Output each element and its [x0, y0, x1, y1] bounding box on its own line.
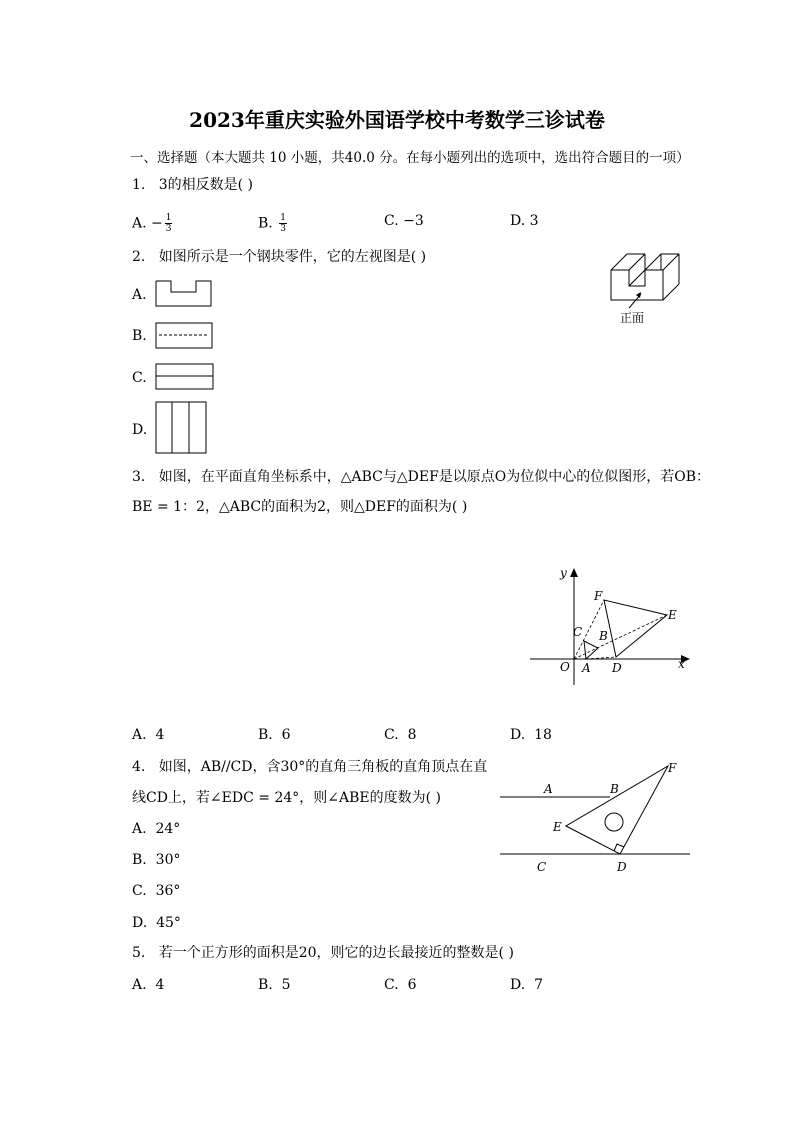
triangle-ruler-figure — [498, 758, 693, 878]
option-d[interactable]: D. — [132, 422, 148, 438]
svg-text:D: D — [617, 860, 627, 874]
option-a[interactable]: A. — [132, 287, 147, 303]
option-b[interactable]: B. 5 — [258, 977, 291, 993]
option-d-view-icon[interactable] — [155, 401, 209, 456]
option-c[interactable]: C. −3 — [384, 213, 424, 229]
option-a-view-icon[interactable] — [155, 280, 215, 308]
section-header: 一、选择题（本大题共 10 小题，共40.0 分。在每小题列出的选项中，选出符合题目的一项） — [130, 150, 690, 166]
svg-text:A: A — [582, 661, 591, 675]
question-4: 4. 如图，AB//CD，含30°的直角三角板的直角顶点在直 — [132, 759, 488, 775]
option-c[interactable]: C. 36° — [132, 883, 181, 899]
option-a[interactable]: A. 4 — [132, 977, 165, 993]
question-number: 1. — [132, 177, 146, 193]
question-3-line2: BE = 1：2，△ABC的面积为2，则△DEF的面积为( ) — [132, 499, 468, 515]
question-4-line2: 线CD上，若∠EDC = 24°，则∠ABE的度数为( ) — [132, 790, 441, 806]
svg-text:O: O — [560, 660, 570, 674]
svg-text:F: F — [594, 589, 603, 603]
option-d[interactable]: D. 7 — [510, 977, 544, 993]
question-text: 3的相反数是( ) — [158, 177, 253, 193]
svg-text:y: y — [560, 566, 567, 580]
svg-text:D: D — [612, 661, 622, 675]
option-c-view-icon[interactable] — [155, 363, 215, 391]
option-c[interactable]: C. 6 — [384, 977, 417, 993]
front-label: 正面 — [620, 311, 645, 325]
coordinate-figure — [530, 560, 695, 690]
svg-text:A: A — [544, 782, 553, 796]
svg-text:B: B — [610, 782, 619, 796]
option-d[interactable]: D. 45° — [132, 915, 181, 931]
option-c[interactable]: C. — [132, 370, 147, 386]
question-5: 5. 若一个正方形的面积是20，则它的边长最接近的整数是( ) — [132, 945, 514, 961]
svg-text:E: E — [553, 820, 562, 834]
svg-text:C: C — [573, 625, 583, 639]
option-c[interactable]: C. 8 — [384, 727, 417, 743]
option-b[interactable]: B. — [132, 328, 147, 344]
option-b[interactable]: B. 6 — [258, 727, 291, 743]
option-a[interactable]: A. 24° — [132, 821, 181, 837]
svg-text:C: C — [537, 860, 547, 874]
fraction: $\frac{1}{3}$ — [280, 213, 286, 234]
question-3: 3. 如图，在平面直角坐标系中，△ABC与△DEF是以原点O为位似中心的位似图形，若OB： — [132, 469, 711, 485]
option-b[interactable]: B. $\frac{1}{3}$ — [258, 213, 286, 234]
question-2: 2. 如图所示是一个钢块零件，它的左视图是( ) — [132, 249, 427, 265]
option-d[interactable]: D. 3 — [510, 213, 539, 229]
svg-text:B: B — [599, 629, 608, 643]
question-1 — [132, 178, 253, 192]
svg-text:E: E — [668, 608, 677, 622]
svg-text:F: F — [668, 761, 677, 775]
fraction: $\frac{1}{3}$ — [165, 213, 172, 234]
page-title: 2023年重庆实验外国语学校中考数学三诊试卷 — [189, 108, 605, 132]
svg-text:x: x — [678, 657, 685, 671]
option-a[interactable]: A. 4 — [132, 727, 165, 743]
option-b[interactable]: B. 30° — [132, 852, 181, 868]
steel-block-figure — [605, 248, 700, 328]
option-b-view-icon[interactable] — [155, 322, 215, 350]
option-d[interactable]: D. 18 — [510, 727, 552, 743]
option-a[interactable]: A. − $\frac{1}{3}$ — [132, 213, 172, 234]
